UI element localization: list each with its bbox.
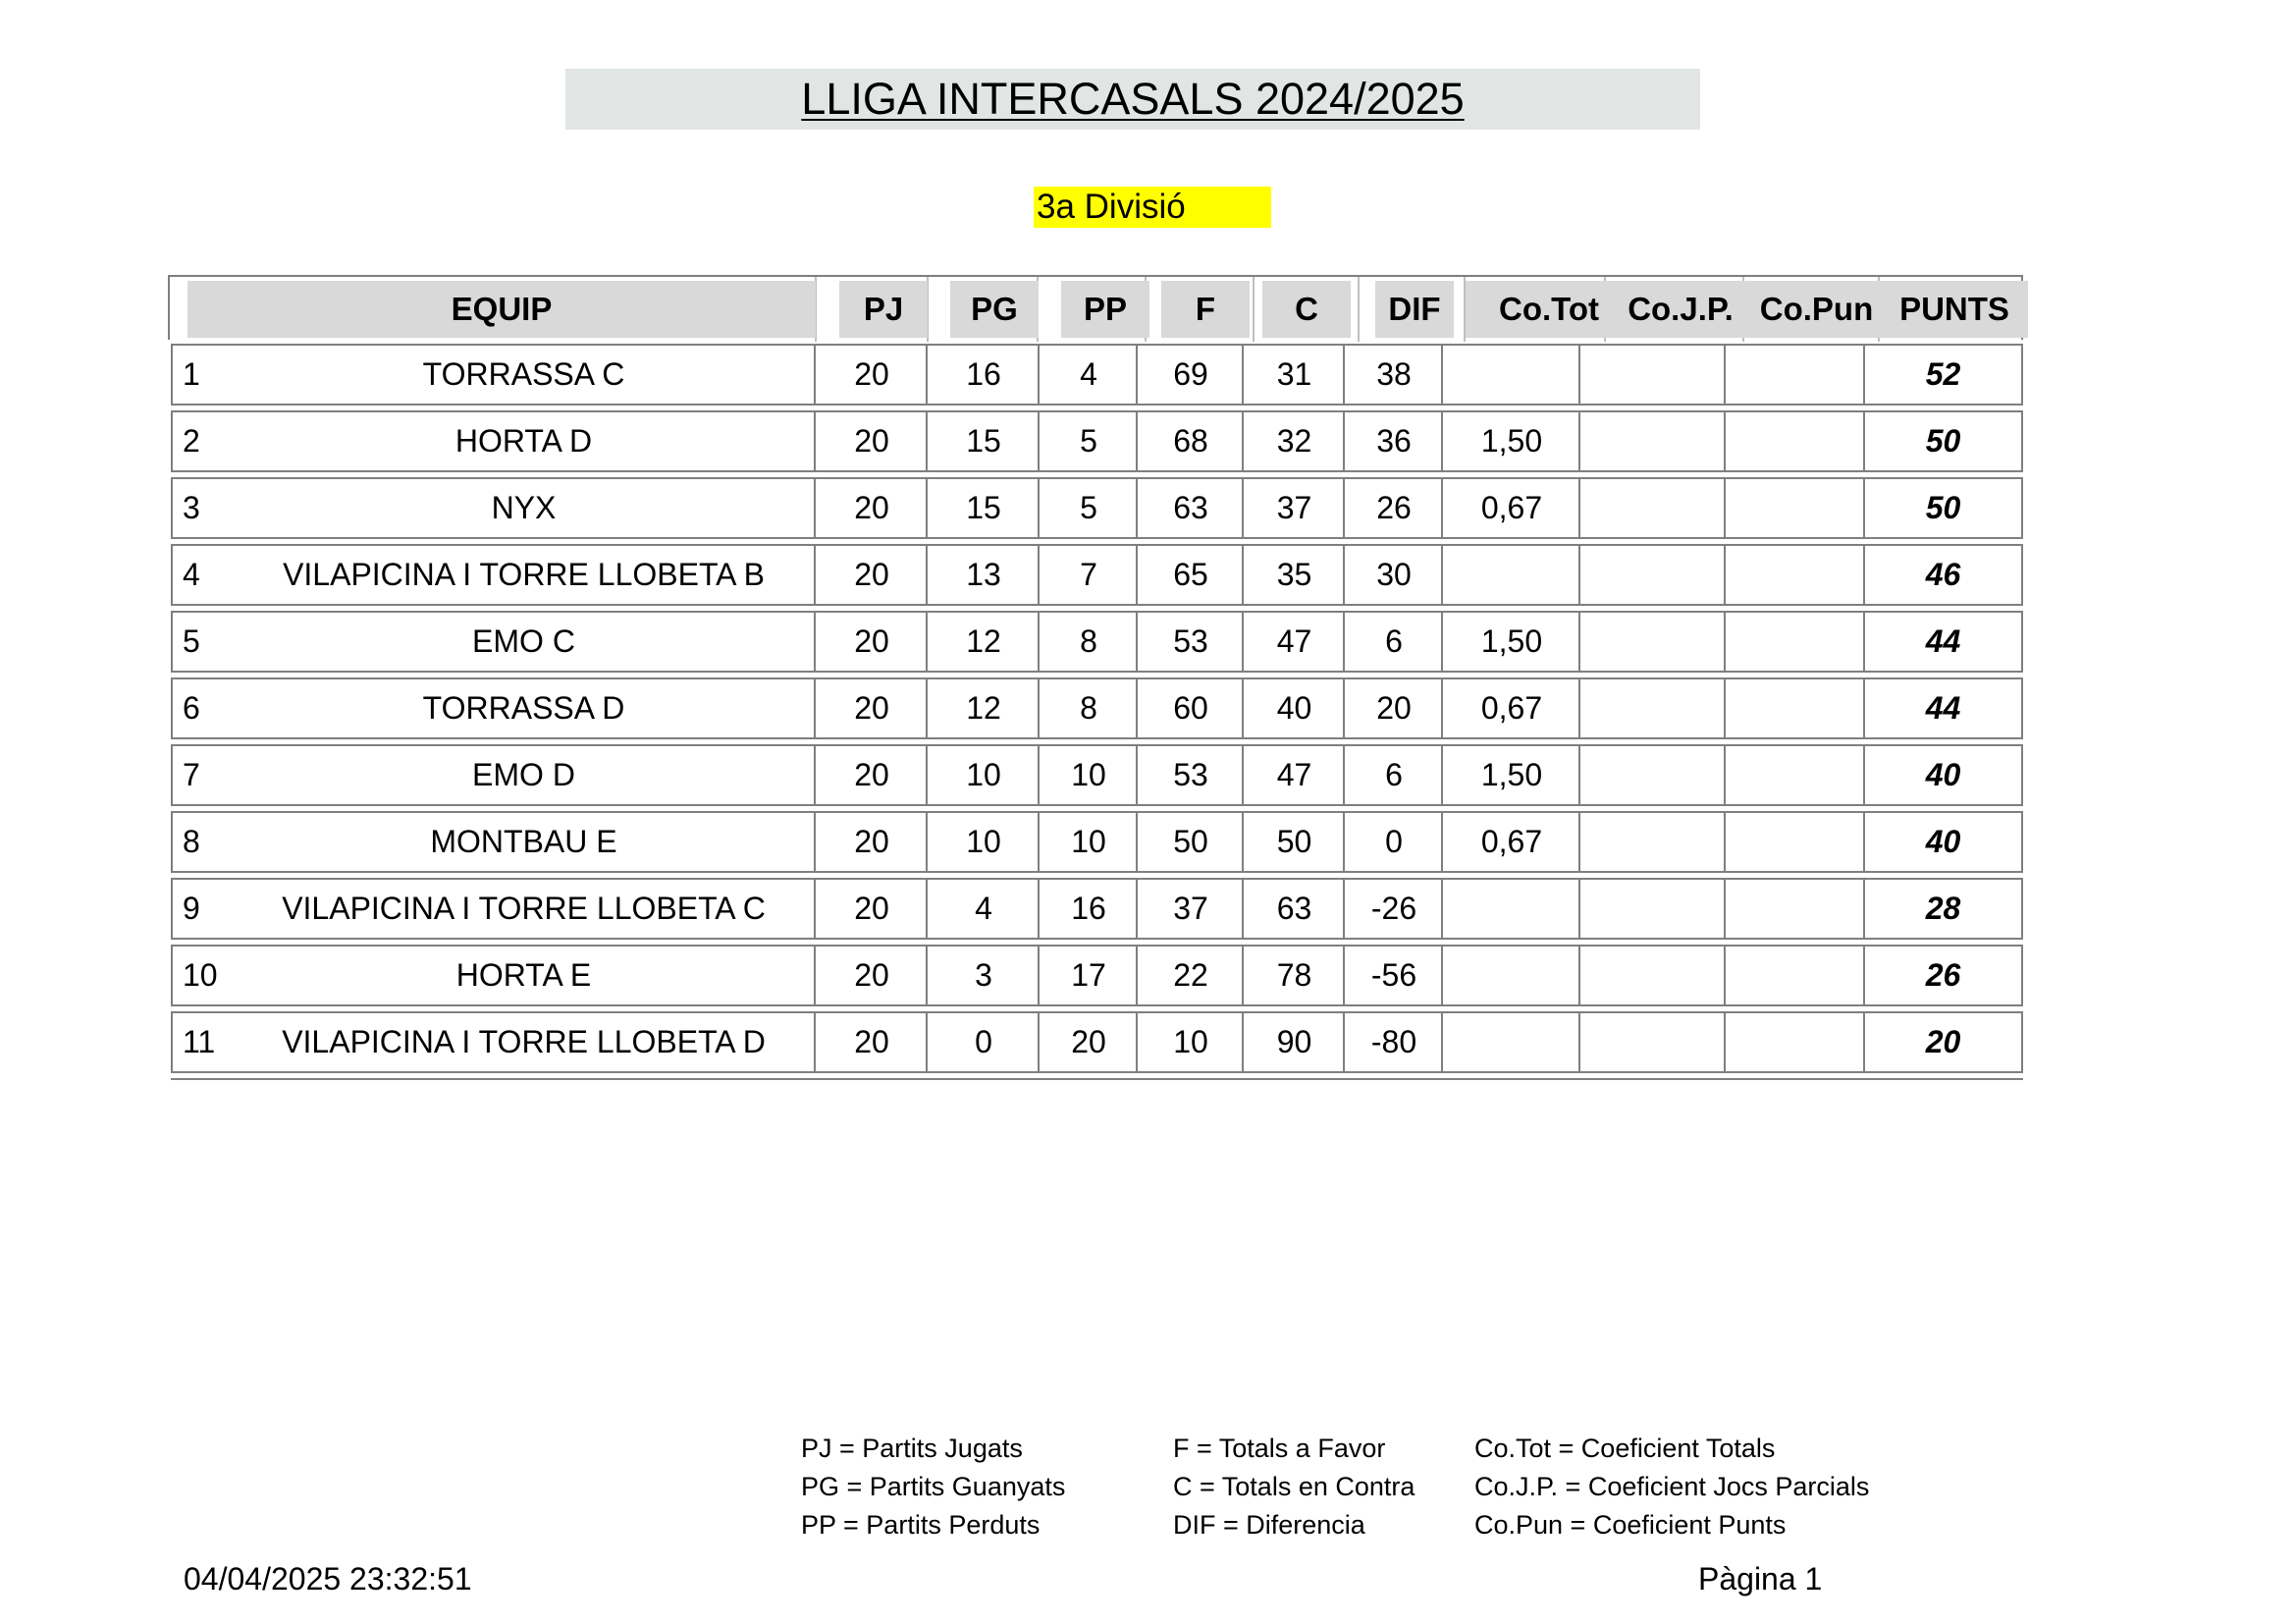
cell-f: 53 — [1173, 757, 1208, 792]
cell-cojp — [1580, 746, 1726, 804]
cell-cotot: 1,50 — [1480, 623, 1543, 659]
cell-f: 65 — [1173, 557, 1208, 592]
cell-dif: 38 — [1376, 356, 1412, 392]
page-number: Pàgina 1 — [1698, 1561, 1823, 1597]
cell-team: VILAPICINA I TORRE LLOBETA B — [283, 557, 765, 592]
table-row — [171, 878, 2023, 940]
cell-team: NYX — [491, 490, 557, 525]
cell-f: 63 — [1173, 490, 1208, 525]
cell-team: EMO D — [472, 757, 575, 792]
header-co-tot: Co.Tot — [1466, 281, 1632, 338]
cell-dif: -26 — [1370, 891, 1417, 926]
cell-punts: 46 — [1925, 557, 1961, 592]
table-row — [171, 611, 2023, 673]
cell-cojp — [1580, 346, 1726, 404]
cell-cotot: 0,67 — [1480, 690, 1543, 726]
cell-cojp — [1580, 880, 1726, 938]
cell-team: EMO C — [472, 623, 575, 659]
cell-dif: 20 — [1376, 690, 1412, 726]
cell-c: 47 — [1276, 623, 1312, 659]
cell-pp: 10 — [1071, 824, 1106, 859]
cell-dif: 6 — [1385, 623, 1403, 659]
cell-pos: 2 — [183, 423, 200, 459]
cell-c: 47 — [1276, 757, 1312, 792]
cell-cojp — [1580, 412, 1726, 470]
cell-f: 60 — [1173, 690, 1208, 726]
header-dif: DIF — [1375, 281, 1454, 338]
cell-copun — [1726, 1013, 1865, 1071]
cell-pj: 20 — [854, 423, 889, 459]
cell-c: 40 — [1276, 690, 1312, 726]
cell-punts: 52 — [1925, 356, 1961, 392]
header-divider — [1253, 277, 1255, 342]
legend-item: Co.J.P. = Coeficient Jocs Parcials — [1474, 1472, 1870, 1501]
cell-f: 22 — [1173, 957, 1208, 993]
legend-item: F = Totals a Favor — [1173, 1434, 1386, 1463]
cell-cotot: 0,67 — [1480, 824, 1543, 859]
header-pp: PP — [1061, 281, 1149, 338]
header-equip: EQUIP — [187, 281, 816, 338]
cell-pj: 20 — [854, 824, 889, 859]
cell-dif: 30 — [1376, 557, 1412, 592]
cell-pg: 16 — [966, 356, 1001, 392]
cell-pg: 12 — [966, 623, 1001, 659]
legend-item: DIF = Diferencia — [1173, 1510, 1365, 1540]
cell-c: 35 — [1276, 557, 1312, 592]
cell-f: 50 — [1173, 824, 1208, 859]
cell-dif: 0 — [1385, 824, 1403, 859]
cell-cojp — [1580, 546, 1726, 604]
cell-dif: 6 — [1385, 757, 1403, 792]
cell-punts: 40 — [1925, 824, 1961, 859]
cell-pp: 5 — [1080, 490, 1097, 525]
cell-cotot — [1443, 880, 1580, 938]
cell-punts: 44 — [1925, 690, 1961, 726]
cell-pp: 17 — [1071, 957, 1106, 993]
legend-item: PP = Partits Perduts — [801, 1510, 1041, 1540]
cell-pj: 20 — [854, 690, 889, 726]
cell-cojp — [1580, 947, 1726, 1004]
header-f: F — [1161, 281, 1250, 338]
cell-copun — [1726, 880, 1865, 938]
cell-f: 53 — [1173, 623, 1208, 659]
legend-item: Co.Tot = Coeficient Totals — [1474, 1434, 1776, 1463]
cell-pos: 10 — [183, 957, 218, 993]
cell-pos: 11 — [183, 1024, 216, 1059]
cell-c: 78 — [1276, 957, 1312, 993]
legend-column-2 — [1173, 1430, 1415, 1544]
table-row — [171, 477, 2023, 539]
cell-cotot: 1,50 — [1480, 757, 1543, 792]
legend-item: PJ = Partits Jugats — [801, 1434, 1023, 1463]
cell-pp: 5 — [1080, 423, 1097, 459]
table-row — [171, 410, 2023, 472]
legend-item: PG = Partits Guanyats — [801, 1472, 1066, 1501]
header-co-pun: Co.Pun — [1750, 281, 1883, 338]
cell-punts: 50 — [1925, 490, 1961, 525]
cell-pg: 10 — [966, 757, 1001, 792]
header-pg: PG — [950, 281, 1039, 338]
cell-dif: -80 — [1370, 1024, 1417, 1059]
cell-c: 90 — [1276, 1024, 1312, 1059]
table-bottom-rule — [171, 1078, 2023, 1080]
table-row — [171, 945, 2023, 1006]
cell-punts: 40 — [1925, 757, 1961, 792]
cell-cojp — [1580, 613, 1726, 671]
cell-pp: 8 — [1080, 690, 1097, 726]
cell-pos: 8 — [183, 824, 200, 859]
table-row — [171, 811, 2023, 873]
cell-pg: 0 — [975, 1024, 992, 1059]
cell-copun — [1726, 746, 1865, 804]
cell-pg: 10 — [966, 824, 1001, 859]
cell-copun — [1726, 546, 1865, 604]
cell-pj: 20 — [854, 891, 889, 926]
cell-copun — [1726, 346, 1865, 404]
cell-punts: 50 — [1925, 423, 1961, 459]
cell-team: HORTA D — [454, 423, 593, 459]
cell-copun — [1726, 479, 1865, 537]
cell-pg: 4 — [975, 891, 992, 926]
cell-pj: 20 — [854, 957, 889, 993]
cell-pos: 3 — [183, 490, 200, 525]
cell-pos: 6 — [183, 690, 200, 726]
cell-cojp — [1580, 1013, 1726, 1071]
cell-team: VILAPICINA I TORRE LLOBETA D — [282, 1024, 766, 1059]
cell-dif: 36 — [1376, 423, 1412, 459]
table-row — [171, 1011, 2023, 1073]
cell-pj: 20 — [854, 757, 889, 792]
cell-copun — [1726, 813, 1865, 871]
table-row — [171, 677, 2023, 739]
cell-cotot — [1443, 346, 1580, 404]
cell-dif: -56 — [1370, 957, 1417, 993]
cell-punts: 26 — [1925, 957, 1961, 993]
cell-pos: 1 — [183, 356, 200, 392]
cell-pj: 20 — [854, 623, 889, 659]
cell-cotot — [1443, 1013, 1580, 1071]
cell-pos: 7 — [183, 757, 200, 792]
header-co-jp: Co.J.P. — [1611, 281, 1750, 338]
table-row — [171, 344, 2023, 406]
cell-punts: 20 — [1925, 1024, 1961, 1059]
cell-cotot — [1443, 546, 1580, 604]
header-punts: PUNTS — [1881, 281, 2028, 338]
cell-copun — [1726, 412, 1865, 470]
division-label: 3a Divisió — [1034, 187, 1271, 228]
legend-item: C = Totals en Contra — [1173, 1472, 1415, 1501]
cell-pg: 15 — [966, 423, 1001, 459]
cell-team: HORTA E — [455, 957, 592, 993]
table-row — [171, 744, 2023, 806]
table-header-row — [168, 275, 2023, 340]
table-row — [171, 544, 2023, 606]
page-title: LLIGA INTERCASALS 2024/2025 — [801, 74, 1465, 124]
header-c: C — [1262, 281, 1351, 338]
cell-pp: 4 — [1080, 356, 1097, 392]
cell-team: MONTBAU E — [430, 824, 617, 859]
cell-pos: 5 — [183, 623, 200, 659]
cell-copun — [1726, 947, 1865, 1004]
cell-c: 50 — [1276, 824, 1312, 859]
cell-pg: 12 — [966, 690, 1001, 726]
cell-cotot: 0,67 — [1480, 490, 1543, 525]
legend-column-3 — [1474, 1430, 1869, 1544]
cell-pj: 20 — [854, 557, 889, 592]
cell-cojp — [1580, 679, 1726, 737]
cell-c: 31 — [1276, 356, 1312, 392]
cell-team: TORRASSA D — [422, 690, 625, 726]
cell-pp: 16 — [1071, 891, 1106, 926]
header-pj: PJ — [839, 281, 928, 338]
cell-cojp — [1580, 813, 1726, 871]
cell-pp: 7 — [1080, 557, 1097, 592]
cell-f: 37 — [1173, 891, 1208, 926]
cell-f: 10 — [1173, 1024, 1208, 1059]
legend-item: Co.Pun = Coeficient Punts — [1474, 1510, 1787, 1540]
cell-pg: 15 — [966, 490, 1001, 525]
cell-pg: 3 — [975, 957, 992, 993]
cell-pp: 10 — [1071, 757, 1106, 792]
cell-pg: 13 — [966, 557, 1001, 592]
cell-pp: 20 — [1071, 1024, 1106, 1059]
title-banner — [565, 69, 1700, 130]
cell-punts: 28 — [1925, 891, 1961, 926]
cell-team: TORRASSA C — [422, 356, 625, 392]
cell-pj: 20 — [854, 1024, 889, 1059]
cell-cojp — [1580, 479, 1726, 537]
cell-f: 69 — [1173, 356, 1208, 392]
cell-c: 37 — [1276, 490, 1312, 525]
cell-dif: 26 — [1376, 490, 1412, 525]
cell-c: 32 — [1276, 423, 1312, 459]
header-divider — [1358, 277, 1360, 342]
cell-c: 63 — [1276, 891, 1312, 926]
legend-column-1 — [801, 1430, 1065, 1544]
cell-copun — [1726, 679, 1865, 737]
cell-team: VILAPICINA I TORRE LLOBETA C — [282, 891, 766, 926]
cell-f: 68 — [1173, 423, 1208, 459]
cell-pos: 9 — [183, 891, 200, 926]
cell-pos: 4 — [183, 557, 200, 592]
cell-punts: 44 — [1925, 623, 1961, 659]
cell-pj: 20 — [854, 490, 889, 525]
cell-pj: 20 — [854, 356, 889, 392]
cell-cotot — [1443, 947, 1580, 1004]
cell-pp: 8 — [1080, 623, 1097, 659]
cell-copun — [1726, 613, 1865, 671]
print-timestamp: 04/04/2025 23:32:51 — [184, 1561, 472, 1597]
cell-cotot: 1,50 — [1480, 423, 1543, 459]
